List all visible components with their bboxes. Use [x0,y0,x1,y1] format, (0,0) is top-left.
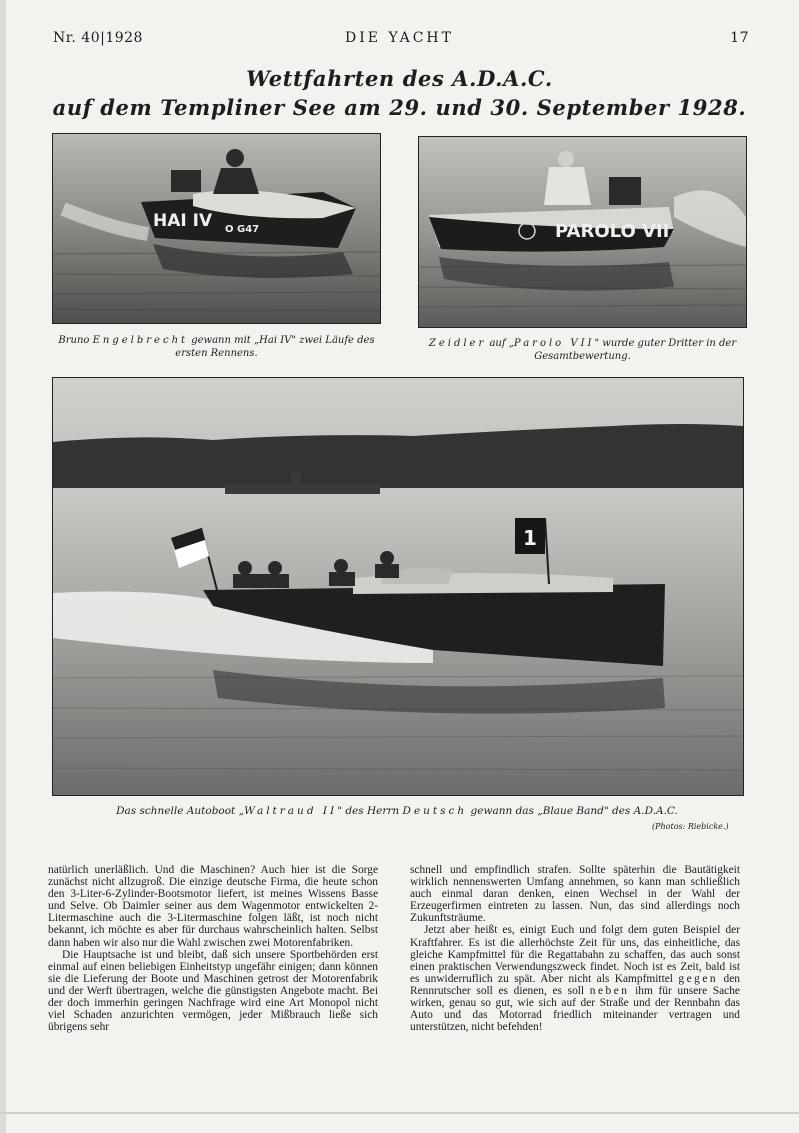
page-number: 17 [730,30,749,46]
sail-number: O G47 [225,224,260,235]
photo-waltraud-ii-image [53,378,743,795]
page-fold-shadow [0,0,6,1133]
article-title-line-2: auf dem Templiner See am 29. und 30. September 1928. [52,95,747,120]
photo-parolo-vii-image [419,137,746,327]
photo-waltraud-ii [52,377,744,796]
caption-parolo-vii: Zeidler auf „Parolo VII" wurde guter Dritter in der Gesamtbewertung. [428,338,737,362]
body-column-left [48,864,378,1033]
article-title-line-1: Wettfahrten des A.D.A.C. [246,66,553,91]
race-number-flag: 1 [523,526,537,550]
body-column-right [410,864,740,1033]
hull-lettering-parolo: PAROLO VII [555,221,670,242]
magazine-name: DIE YACHT [345,30,454,46]
photo-hai-iv [52,133,381,324]
paragraph: Die Hauptsache ist und bleibt, daß sich unsere Sportbehörden erst einmal auf einen beliebigen Einheitstyp ungefähr einigen; dann können sie die Lieferung der Boote und Maschinen getrost der Motorenfabrik und der Werft übertragen, welche die günstigsten Angebote macht. Bei der doch immerhin geringen Nachfrage wird eine Art Monopol nicht viel Schaden anzurichten vermögen, jeder Mißbrauch ließe sich übrigens sehr [48,948,378,1034]
page-bottom-edge [0,1112,799,1114]
photo-hai-iv-image [53,134,380,323]
paragraph: Jetzt aber heißt es, einigt Euch und folgt dem guten Beispiel der Kraftfahrer. Es ist die allerhöchste Zeit für uns, das einheitliche, das gleiche Kampfmittel für die Regattabahn zu schaffen, das auch sonst einen praktischen Verwendungszweck findet. Noch ist es Zeit, bald ist es unwiderruflich zu spät. Aber nicht als Kampfmittel gegen den Rennrutscher soll es dienen, es soll neben ihm für unsere Sache wirken, genau so gut, wie sich auf der Straße und der Rennbahn das Auto und das Motorrad friedlich miteinander vertragen und unterstützen, nicht befehden! [410,924,740,1034]
issue-number: Nr. 40|1928 [53,30,143,46]
hull-lettering-hai: HAI IV [153,211,213,231]
photo-parolo-vii [418,136,747,328]
caption-waltraud-ii: Das schnelle Autoboot „Waltraud II" des Herrn Deutsch gewann das „Blaue Band" des A.D.A.C. [116,805,678,817]
paragraph: natürlich unerläßlich. Und die Maschinen? Auch hier ist die Sorge zunächst nicht allzugroß. Die einzige deutsche Firma, die heute schon den 3-Liter-6-Zylinder-Bootsmotor liefert, ist meines Wissens Basse und Selve. Ob Daimler seiner aus dem Wagenmotor entwickelten 2-Litermaschine auch die 3-Litermaschine folgen läßt, ist noch nicht bekannt, ich möchte es aber für durchaus wahrscheinlich halten. Selbst dann haben wir also nur die Wahl zwischen zwei Motorenfabriken. [48,864,378,949]
paragraph: schnell und empfindlich strafen. Sollte späterhin die Bautätigkeit wirklich nennenswerten Umfang annehmen, so kann man schließlich auch einmal daran denken, einen Wechsel in der Wahl der Erzeugerfirmen eintreten zu lassen. Nun, das sind allerdings noch Zukunftsträume. [410,864,740,925]
photo-credit: (Photos: Riebicke.) [652,822,729,831]
caption-hai-iv: Bruno Engelbrecht gewann mit „Hai IV" zwei Läufe des ersten Rennens. [58,335,375,359]
